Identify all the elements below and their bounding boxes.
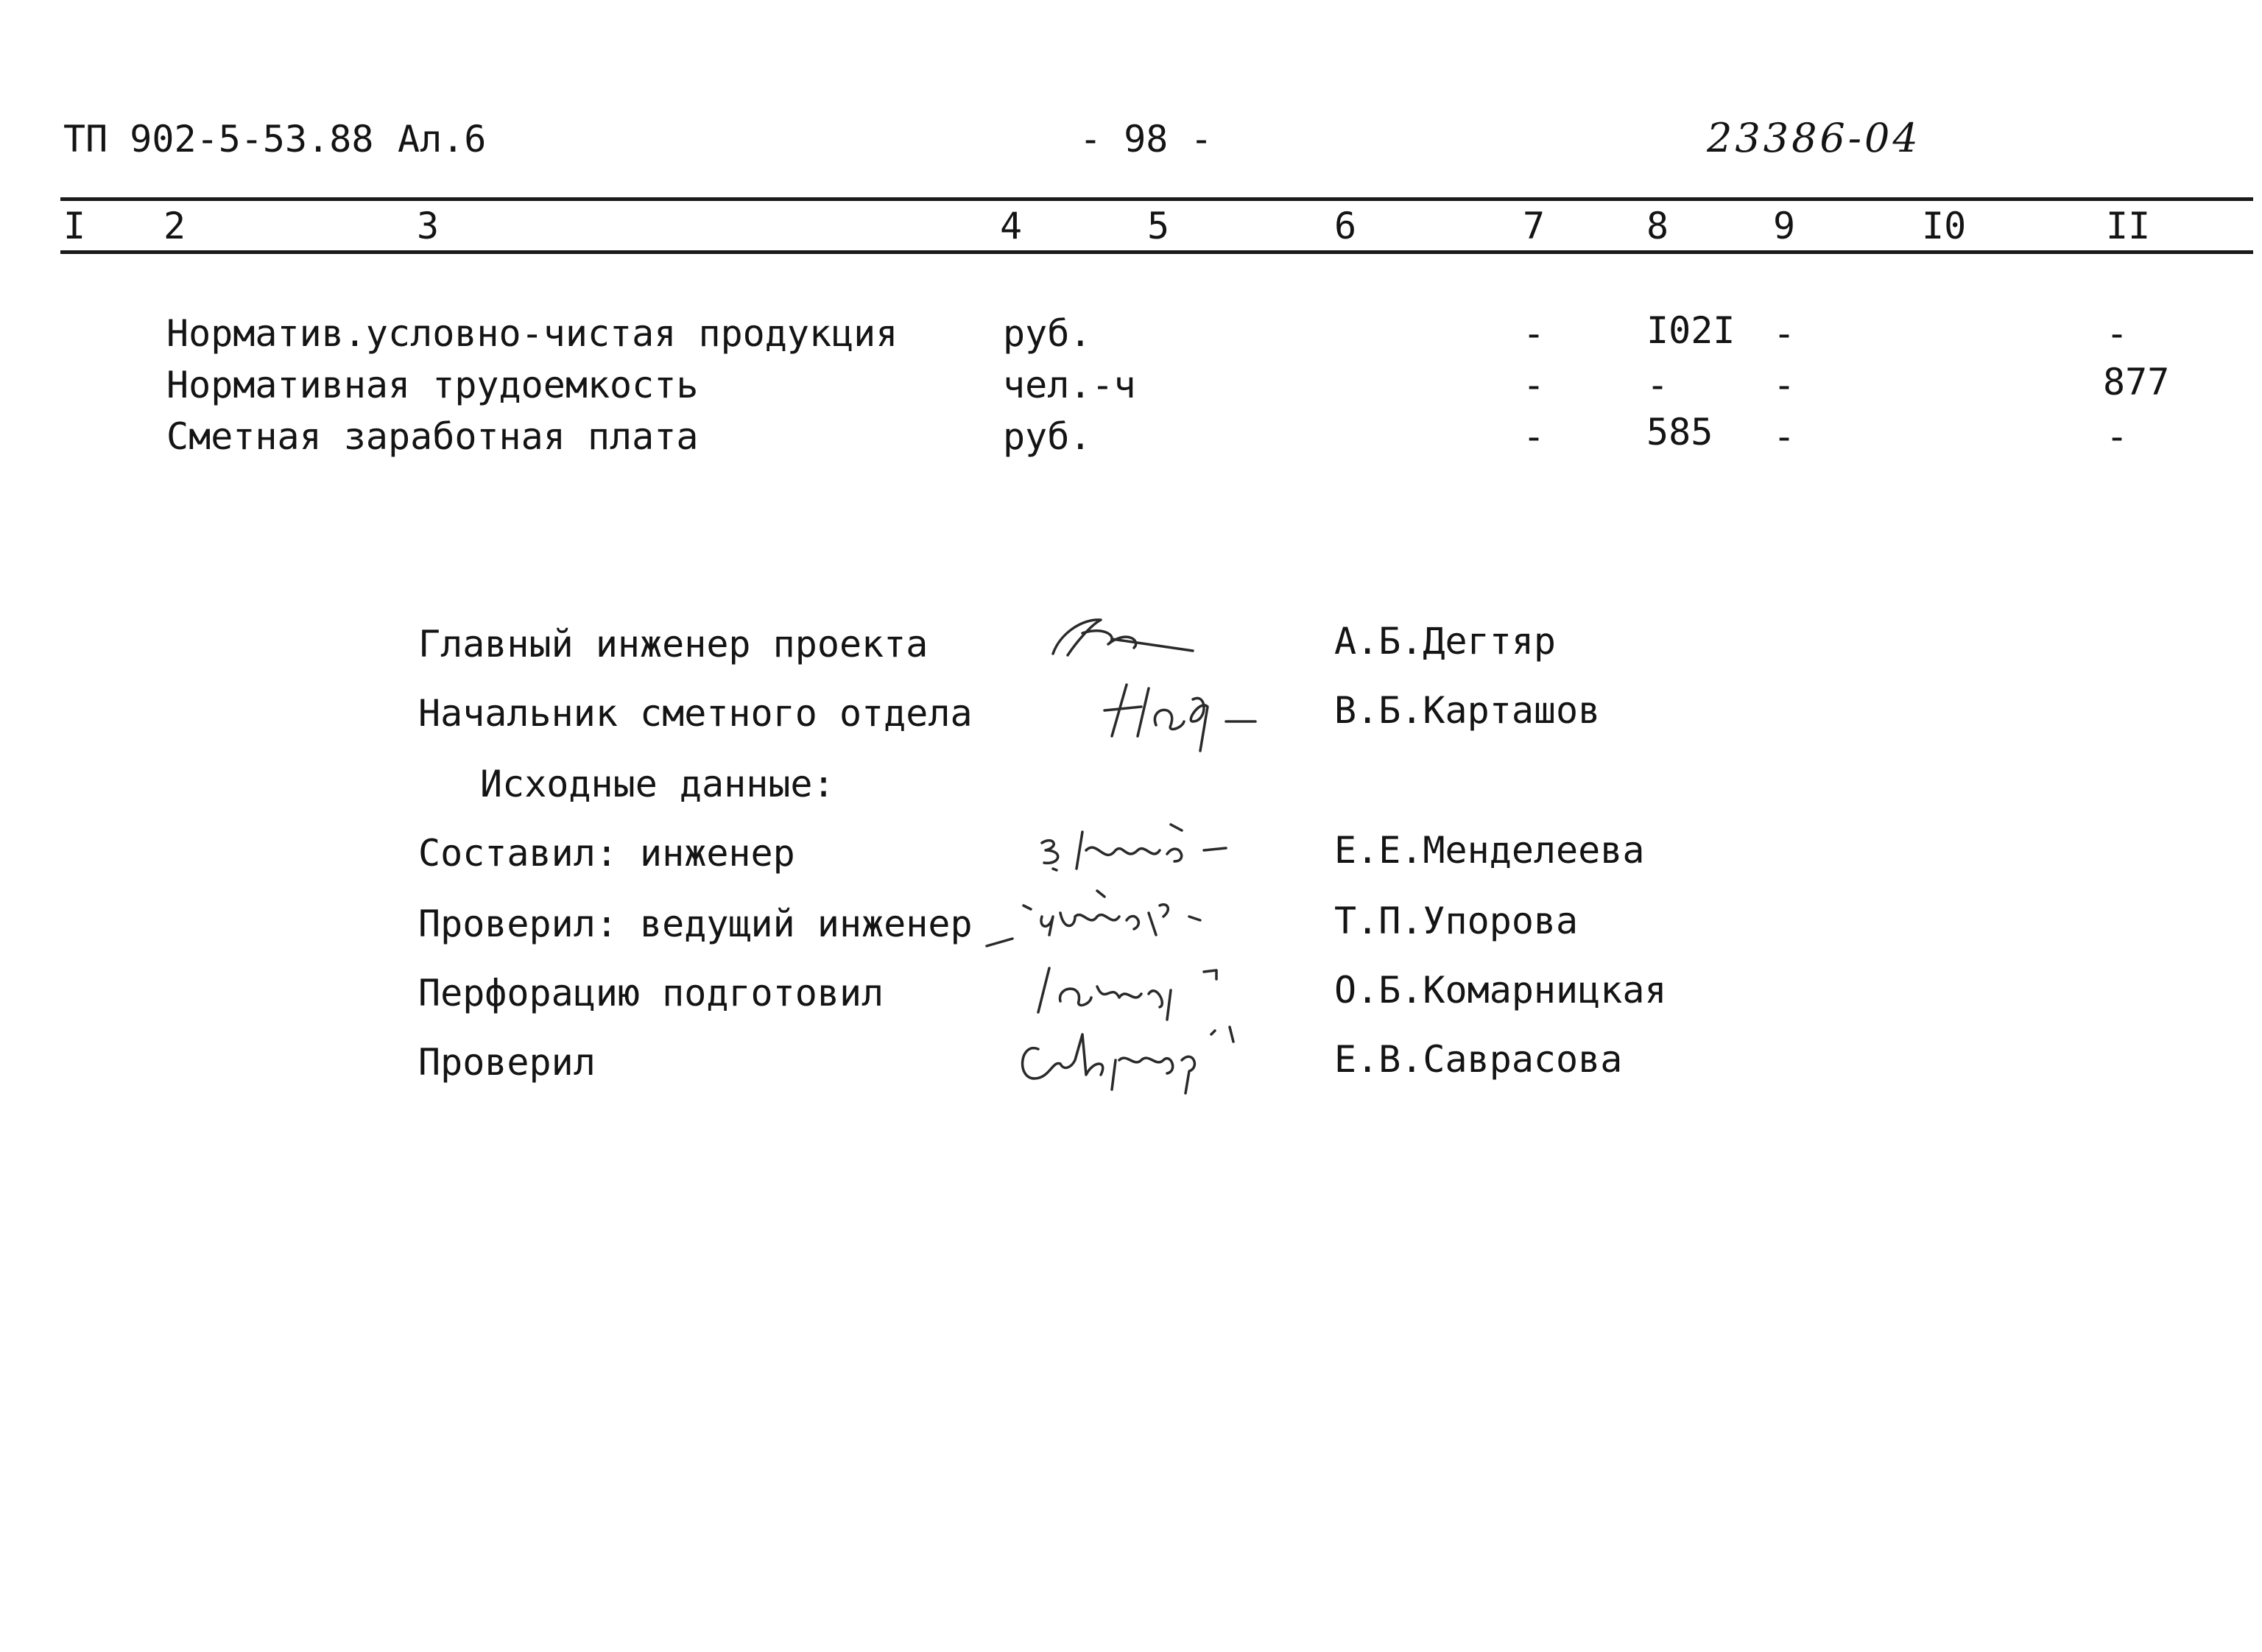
row-col9: -: [1773, 364, 1796, 406]
album-number: Ал.6: [398, 118, 487, 160]
signature-label-checked: Проверил: [418, 1041, 596, 1084]
signature-label-perforation: Перфорацию подготовил: [418, 972, 884, 1014]
column-number-5: 5: [1147, 205, 1170, 247]
signature-compiled: [1031, 810, 1237, 883]
document-code: ТП 902-5-53.88: [63, 118, 374, 160]
row-name: Норматив.условно-чистая продукция: [166, 312, 898, 355]
row-unit: руб.: [1003, 312, 1092, 355]
source-data-heading: Исходные данные:: [480, 763, 835, 805]
table-header-rule: [60, 250, 2253, 254]
signature-name-head-estimate: В.Б.Карташов: [1334, 689, 1601, 732]
column-number-2: 2: [163, 205, 186, 247]
row-name: Нормативная трудоемкость: [166, 364, 699, 406]
signature-head-estimate: [1097, 670, 1266, 758]
row-name: Сметная заработная плата: [166, 415, 699, 458]
column-number-1: I: [63, 205, 86, 247]
column-number-3: 3: [417, 205, 440, 247]
signature-name-perforation: О.Б.Комарницкая: [1334, 969, 1667, 1012]
signature-name-chief-engineer: А.Б.Дегтяр: [1334, 620, 1557, 663]
signature-label-chief-engineer: Главный инженер проекта: [418, 623, 929, 666]
column-number-4: 4: [1000, 205, 1023, 247]
signature-name-compiled: Е.Е.Менделеева: [1334, 829, 1645, 872]
page-number: - 98 -: [1079, 118, 1213, 160]
row-col8: I02I: [1646, 309, 1736, 352]
signature-label-compiled: Составил: инженер: [418, 832, 795, 875]
row-col11: 877: [2103, 361, 2170, 403]
row-col8: 585: [1646, 411, 1713, 453]
column-number-7: 7: [1523, 205, 1546, 247]
table-top-rule: [60, 197, 2253, 201]
row-col8: -: [1646, 364, 1669, 406]
row-col7: -: [1523, 415, 1546, 458]
row-col9: -: [1773, 312, 1796, 355]
row-unit: чел.-ч: [1003, 364, 1136, 406]
column-number-9: 9: [1773, 205, 1796, 247]
column-number-8: 8: [1646, 205, 1669, 247]
signature-checked: [1009, 1009, 1259, 1097]
inventory-number: 23386-04: [1707, 115, 1921, 161]
row-unit: руб.: [1003, 415, 1092, 458]
column-number-11: II: [2106, 205, 2151, 247]
signature-name-checked: Е.В.Саврасова: [1334, 1038, 1623, 1081]
row-col11: -: [2106, 415, 2129, 458]
signature-name-checked-lead: Т.П.Упорова: [1334, 900, 1579, 942]
row-col7: -: [1523, 312, 1546, 355]
row-col11: -: [2106, 312, 2129, 355]
row-col9: -: [1773, 415, 1796, 458]
signature-label-head-estimate: Начальник сметного отдела: [418, 692, 973, 735]
signature-label-checked-lead: Проверил: ведущий инженер: [418, 903, 973, 945]
row-col7: -: [1523, 364, 1546, 406]
column-number-6: 6: [1334, 205, 1357, 247]
signature-chief-engineer: [1038, 604, 1200, 670]
column-number-10: I0: [1922, 205, 1967, 247]
